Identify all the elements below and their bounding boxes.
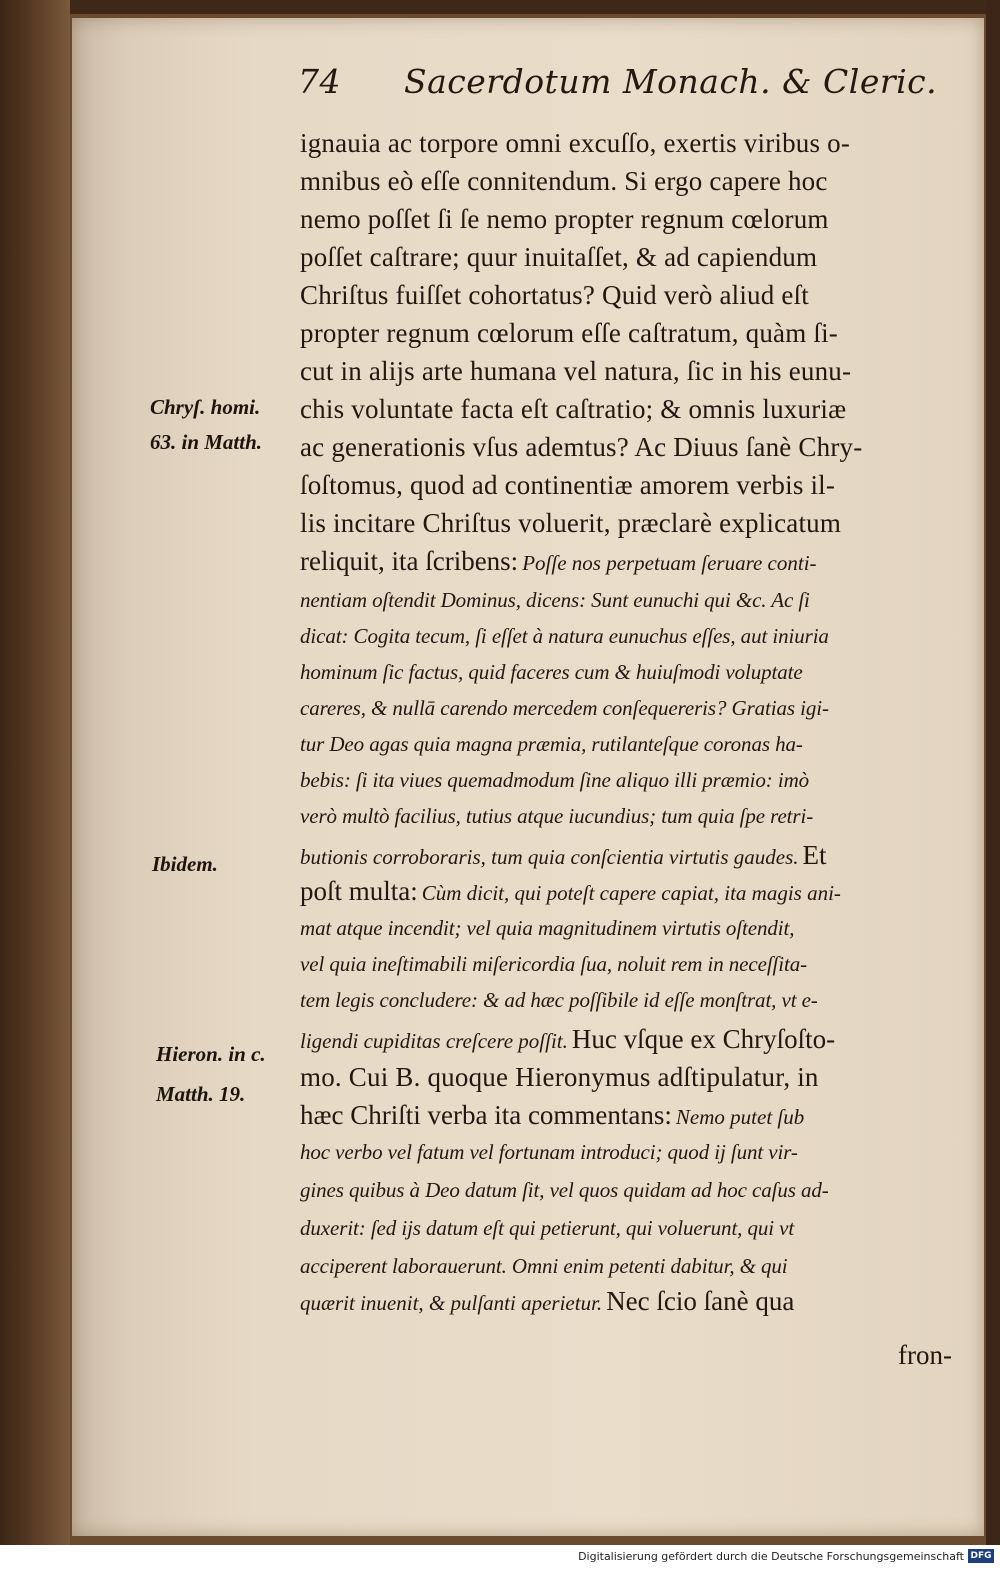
margin-note: Matth. 19. bbox=[156, 1082, 246, 1106]
body-line-mixed bbox=[300, 1024, 835, 1055]
body-line-mixed bbox=[300, 1286, 794, 1317]
quotation-line: duxerit: ſed ijs datum eſt qui petierunt, qui voluerunt, qui vt bbox=[300, 1216, 795, 1240]
body-line-mixed bbox=[300, 876, 841, 907]
quotation-line: gines quibus à Deo datum ſit, vel quos quidam ad hoc caſus ad- bbox=[300, 1178, 829, 1202]
quotation-line: bebis: ſi ita viues quemadmodum ſine aliquo illi præmio: imò bbox=[300, 768, 810, 792]
quotation-line: careres, & nullā carendo mercedem conſequereris? Gratias igi- bbox=[300, 696, 829, 720]
body-line: ac generationis vſus ademtus? Ac Diuus ſanè Chry- bbox=[300, 432, 863, 462]
quotation-line: mat atque incendit; vel quia magnitudinem virtutis oſtendit, bbox=[300, 916, 795, 940]
margin-note: 63. in Matth. bbox=[150, 430, 263, 454]
quotation-segment: ligendi cupiditas creſcere poſſit. bbox=[300, 1029, 568, 1053]
quotation-segment: Cùm dicit, qui poteſt capere capiat, ita magis ani- bbox=[421, 881, 841, 905]
quotation-line: tem legis concludere: & ad hæc poſſibile id eſſe monſtrat, vt e- bbox=[300, 988, 818, 1012]
quotation-line: hoc verbo vel fatum vel fortunam introduci; quod ij ſunt vir- bbox=[300, 1140, 798, 1164]
quotation-segment: Nemo putet ſub bbox=[675, 1105, 805, 1129]
body-segment: poſt multa: bbox=[300, 876, 418, 906]
body-line: Chriſtus fuiſſet cohortatus? Quid verò aliud eſt bbox=[300, 280, 809, 310]
quotation-line: dicat: Cogita tecum, ſi eſſet à natura eunuchus eſſes, aut iniuria bbox=[300, 624, 829, 648]
quotation-line: tur Deo agas quia magna præmia, rutilanteſque coronas ha- bbox=[300, 732, 803, 756]
body-line-mixed bbox=[300, 1100, 804, 1131]
quotation-line: verò multò facilius, tutius atque iucundius; tum quia ſpe retri- bbox=[300, 804, 814, 828]
body-line: cut in alijs arte humana vel natura, ſic in his eunu- bbox=[300, 356, 852, 386]
book-edge-right bbox=[986, 0, 1000, 1545]
body-line-mixed bbox=[300, 546, 817, 577]
book-edge-left bbox=[0, 0, 70, 1545]
quotation-line: hominum ſic factus, quid faceres cum & huiuſmodi voluptate bbox=[300, 660, 803, 684]
quotation-line: vel quia ineſtimabili miſericordia ſua, noluit rem in neceſſita- bbox=[300, 952, 808, 976]
body-line: chis voluntate facta eſt caſtratio; & omnis luxuriæ bbox=[300, 394, 847, 424]
quotation-line: nentiam oſtendit Dominus, dicens: Sunt eunuchi qui &c. Ac ſi bbox=[300, 588, 810, 612]
body-line-mixed bbox=[300, 840, 827, 871]
body-segment: reliquit, ita ſcribens: bbox=[300, 546, 519, 576]
page-header bbox=[298, 62, 938, 110]
quotation-segment: butionis corroboraris, tum quia conſcientia virtutis gaudes. bbox=[300, 845, 799, 869]
quotation-segment: Poſſe nos perpetuam ſeruare conti- bbox=[522, 551, 817, 575]
body-segment: Huc vſque ex Chryſoſto- bbox=[571, 1024, 836, 1054]
margin-note: Ibidem. bbox=[152, 852, 218, 876]
body-line: ſoſtomus, quod ad continentiæ amorem verbis il- bbox=[300, 470, 836, 500]
body-segment: Nec ſcio ſanè qua bbox=[606, 1286, 795, 1316]
funding-credit: Digitalisierung gefördert durch die Deutsche Forschungsgemeinschaft bbox=[578, 1550, 964, 1563]
body-line: poſſet caſtrare; quur inuitaſſet, & ad capiendum bbox=[300, 242, 818, 272]
quotation-line: acciperent laborauerunt. Omni enim petenti dabitur, & qui bbox=[300, 1254, 788, 1278]
book-edge-top bbox=[0, 0, 1000, 14]
digitization-footer bbox=[0, 1545, 1000, 1570]
margin-note: Chryſ. homi. bbox=[150, 395, 261, 419]
body-segment: Et bbox=[802, 840, 827, 870]
body-line: mo. Cui B. quoque Hieronymus adſtipulatur, in bbox=[300, 1062, 819, 1092]
body-segment: hæc Chriſti verba ita commentans: bbox=[300, 1100, 672, 1130]
margin-note: Hieron. in c. bbox=[156, 1042, 266, 1066]
body-line: ignauia ac torpore omni excuſſo, exertis viribus o- bbox=[300, 128, 851, 158]
body-line: nemo poſſet ſi ſe nemo propter regnum cœlorum bbox=[300, 204, 829, 234]
running-title: Sacerdotum Monach. & Cleric. bbox=[404, 62, 938, 101]
body-line: mnibus eò eſſe connitendum. Si ergo capere hoc bbox=[300, 166, 828, 196]
page-number: 74 bbox=[298, 62, 341, 101]
dfg-logo: DFG bbox=[968, 1549, 994, 1563]
catchword: fron- bbox=[898, 1340, 952, 1370]
quotation-segment: quærit inuenit, & pulſanti aperietur. bbox=[300, 1291, 603, 1315]
body-line: propter regnum cœlorum eſſe caſtratum, quàm ſi- bbox=[300, 318, 838, 348]
body-line: lis incitare Chriſtus voluerit, præclarè explicatum bbox=[300, 508, 842, 538]
